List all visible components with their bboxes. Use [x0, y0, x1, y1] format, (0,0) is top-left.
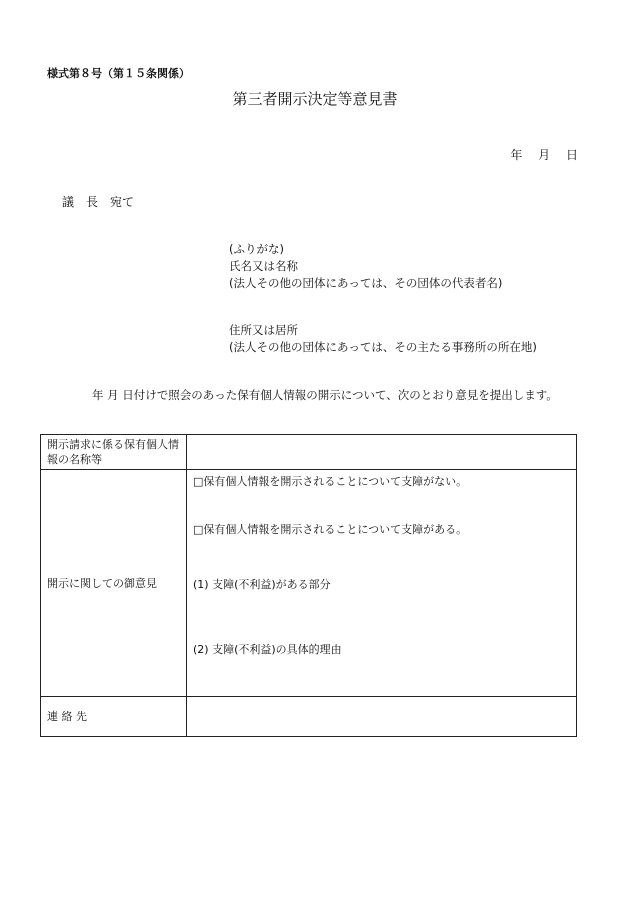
name-note: (法人その他の団体にあっては、その団体の代表者名): [229, 276, 503, 290]
contact-label: 連 絡 先: [41, 697, 187, 737]
option-no-issue[interactable]: □保有個人情報を開示されることについて支障がない。: [193, 475, 468, 488]
option-issue[interactable]: □保有個人情報を開示されることについて支障がある。: [193, 523, 468, 536]
date-line: 年 月 日: [510, 148, 578, 162]
table-row: [41, 697, 577, 737]
address-note: (法人その他の団体にあっては、その主たる事務所の所在地): [229, 340, 537, 354]
document-title: 第三者開示決定等意見書: [232, 90, 398, 108]
info-name-label: 開示請求に係る保有個人情報の名称等: [41, 435, 187, 470]
addressee: 議 長 宛て: [62, 195, 135, 209]
issue-part-item: (1) 支障(不利益)がある部分: [193, 578, 331, 591]
info-name-field[interactable]: [187, 435, 577, 470]
table-row: [41, 435, 577, 470]
address-label: 住所又は居所: [229, 323, 298, 337]
form-number: 様式第８号（第１５条関係）: [47, 67, 190, 80]
statement-text: 年 月 日付けで照会のあった保有個人情報の開示について、次のとおり意見を提出します。: [92, 388, 558, 402]
contact-field[interactable]: [187, 697, 577, 737]
applicant-block: [229, 241, 502, 292]
opinion-table: [40, 434, 577, 737]
opinion-label: 開示に関しての御意見: [41, 470, 187, 697]
opinion-field[interactable]: [187, 470, 577, 697]
furigana-label: (ふりがな): [229, 242, 284, 256]
name-label: 氏名又は名称: [229, 259, 298, 273]
table-row: [41, 470, 577, 697]
issue-reason-item: (2) 支障(不利益)の具体的理由: [193, 643, 342, 656]
address-block: [229, 322, 537, 356]
